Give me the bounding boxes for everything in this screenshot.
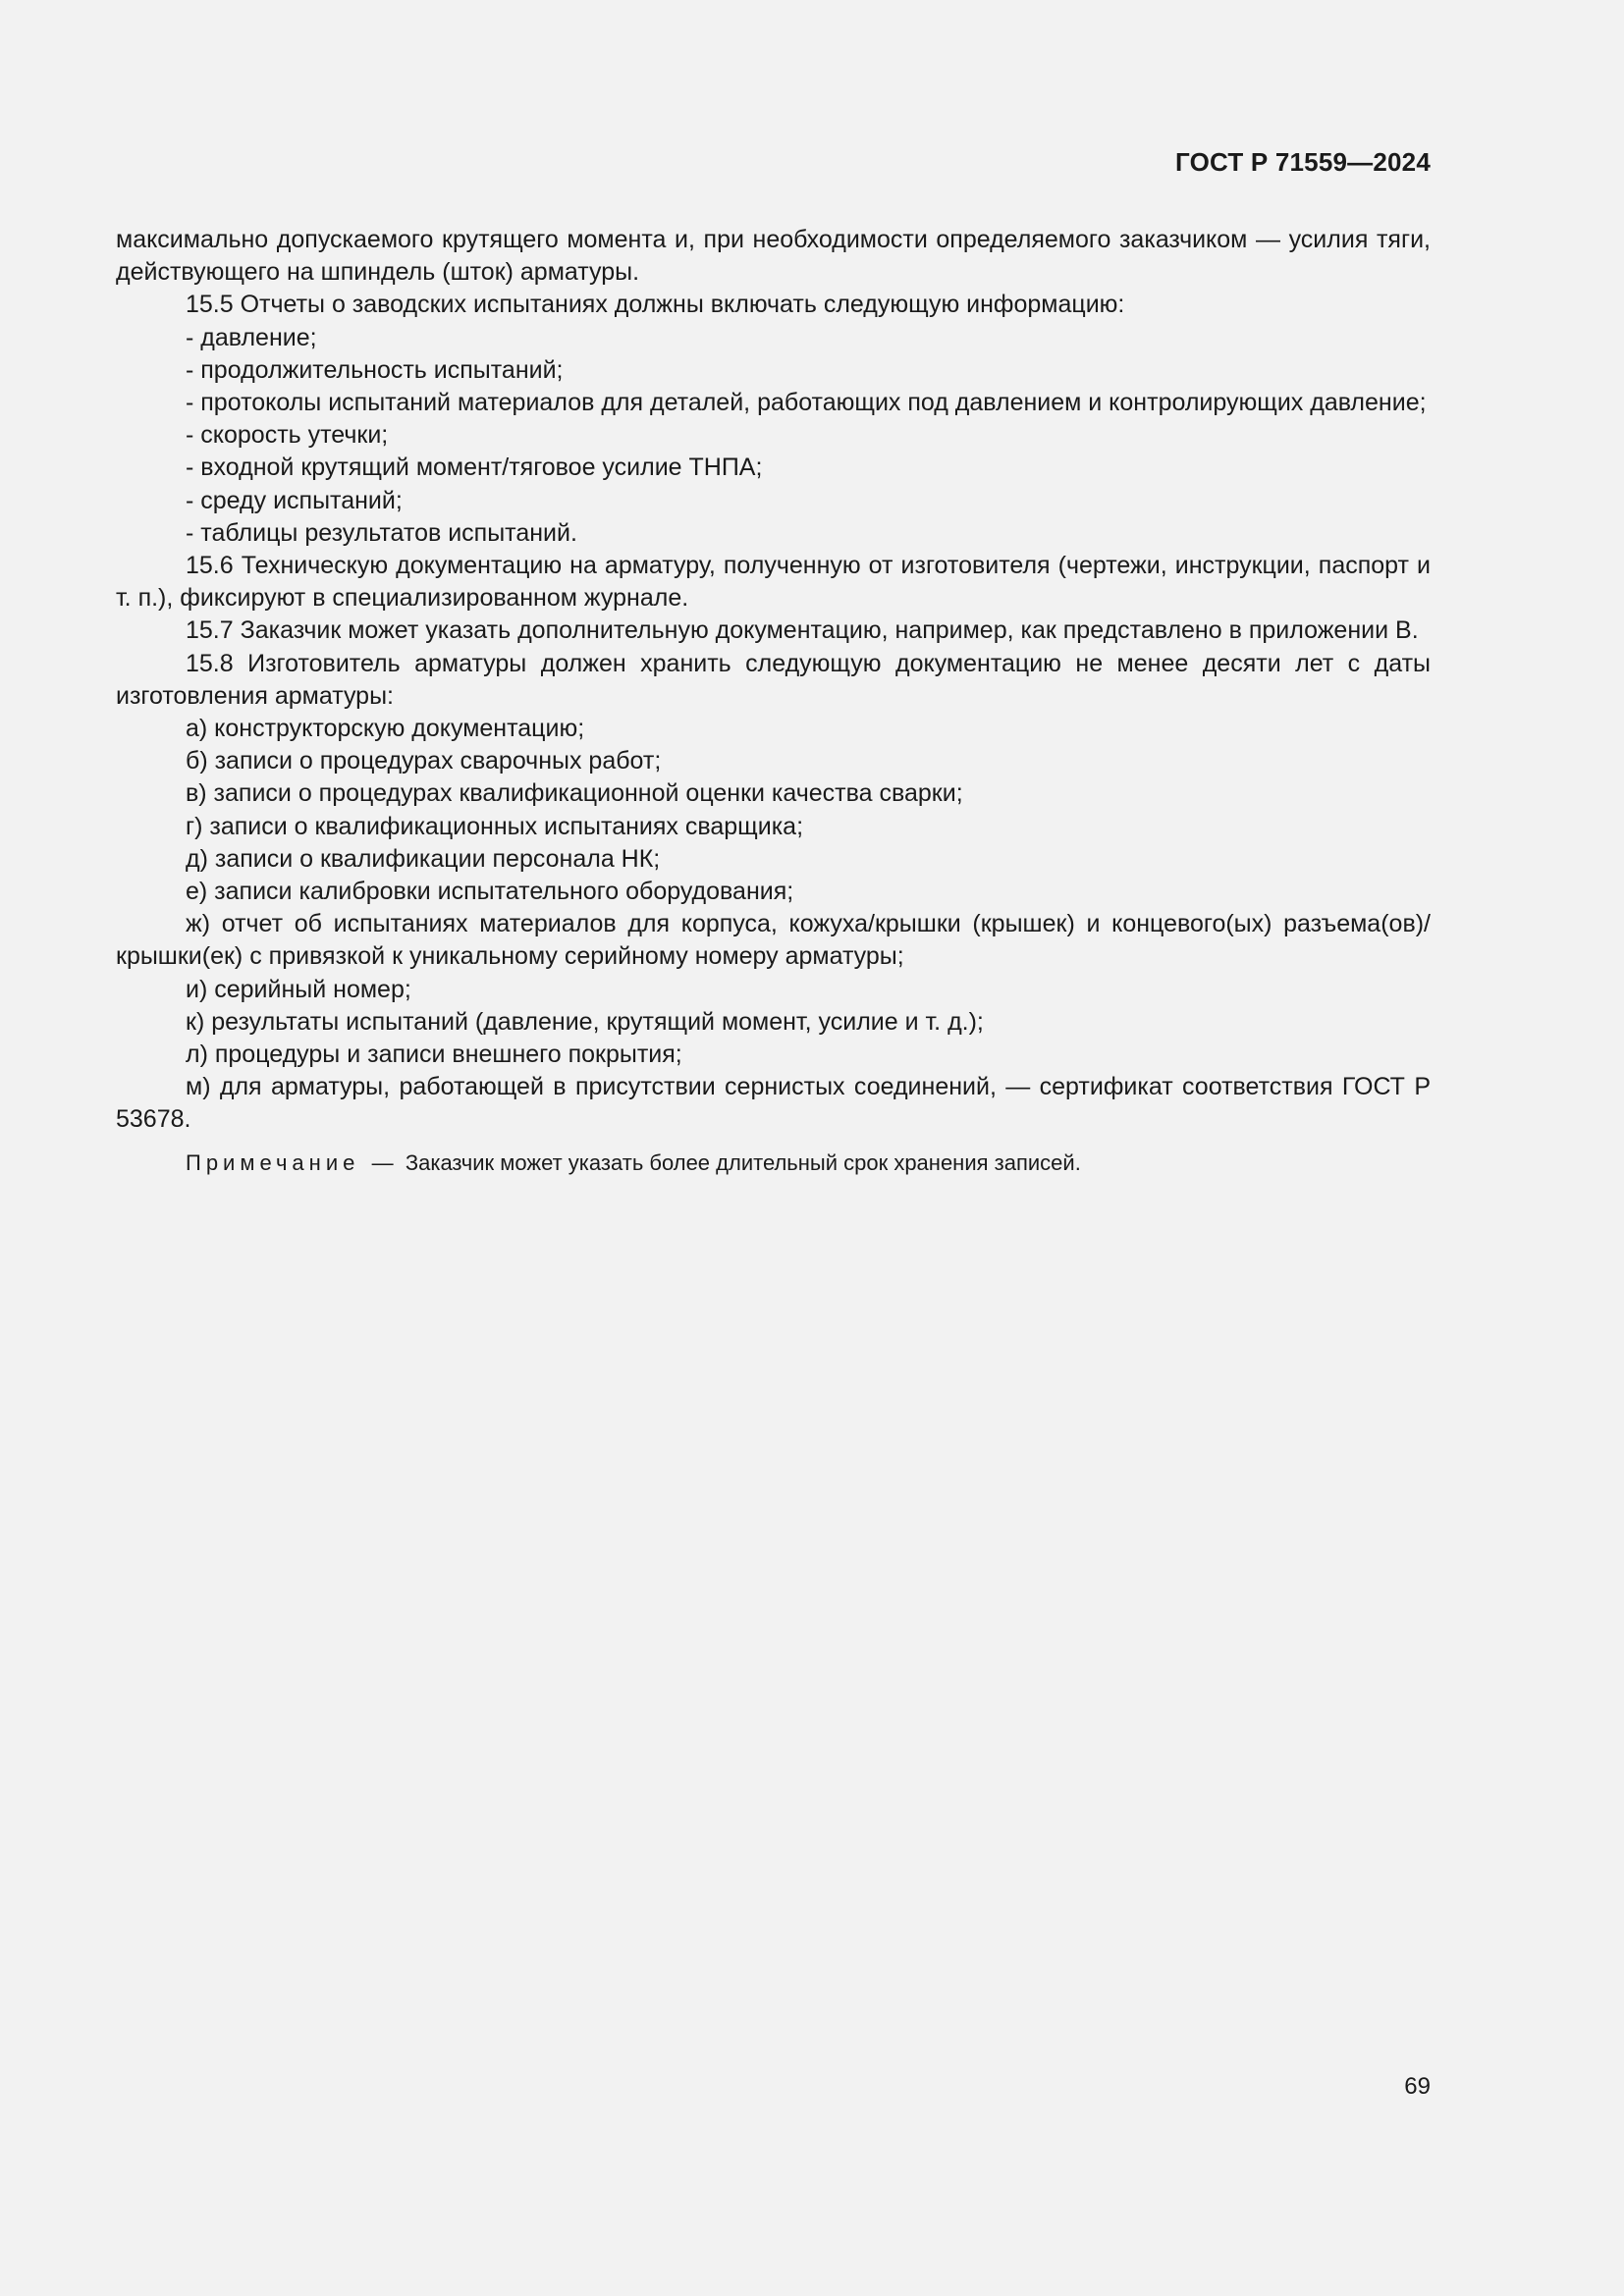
list-item: к) результаты испытаний (давление, крутящий момент, усилие и т. д.); bbox=[186, 1007, 984, 1036]
list-item: и) серийный номер; bbox=[186, 975, 411, 1003]
list-item: - входной крутящий момент/тяговое усилие ТНПА; bbox=[186, 454, 763, 482]
paragraph-15-6: 15.6 Техническую документацию на арматуру, полученную от изготовителя (чертежи, инструкции, паспорт и т. п.), фиксируют в специализированном журнале. bbox=[116, 552, 1431, 613]
list-item: - протоколы испытаний материалов для деталей, работающих под давлением и контролирующих давление; bbox=[186, 389, 1427, 417]
list-item: - давление; bbox=[186, 323, 317, 351]
list-item: - продолжительность испытаний; bbox=[186, 355, 564, 384]
list-item: е) записи калибровки испытательного оборудования; bbox=[186, 878, 794, 906]
list-item: - среду испытаний; bbox=[186, 486, 403, 514]
list-item: в) записи о процедурах квалификационной оценки качества сварки; bbox=[186, 779, 963, 808]
paragraph-15-5: 15.5 Отчеты о заводских испытаниях должны включать следующую информацию: bbox=[186, 291, 1125, 319]
document-code-header: ГОСТ Р 71559—2024 bbox=[1175, 147, 1431, 177]
note-dash: — bbox=[371, 1149, 394, 1175]
note-label: Примечание bbox=[186, 1149, 360, 1175]
document-body bbox=[116, 224, 1431, 1178]
paragraph-15-7: 15.7 Заказчик может указать дополнительную документацию, например, как представлено в приложении В. bbox=[186, 616, 1419, 645]
paragraph-15-8: 15.8 Изготовитель арматуры должен хранить следующую документацию не менее десяти лет с даты изготовления арматуры: bbox=[116, 649, 1431, 710]
list-item: б) записи о процедурах сварочных работ; bbox=[186, 747, 662, 775]
page-number: 69 bbox=[1404, 2073, 1431, 2100]
list-item: - скорость утечки; bbox=[186, 421, 389, 450]
paragraph: максимально допускаемого крутящего момента и, при необходимости определяемого заказчиком — усилия тяги, действующего на шпиндель (шток) арматуры. bbox=[116, 226, 1431, 287]
list-item: д) записи о квалификации персонала НК; bbox=[186, 844, 661, 873]
note bbox=[116, 1148, 1431, 1178]
list-item: г) записи о квалификационных испытаниях сварщика; bbox=[186, 812, 804, 840]
list-item: ж) отчет об испытаниях материалов для корпуса, кожуха/крышки (крышек) и концевого(ых) разъема(ов)/крышки(ек) с привязкой к уникальному серийному номеру арматуры; bbox=[116, 910, 1431, 971]
list-item: а) конструкторскую документацию; bbox=[186, 715, 585, 743]
list-item: л) процедуры и записи внешнего покрытия; bbox=[186, 1041, 682, 1069]
list-item: м) для арматуры, работающей в присутствии сернистых соединений, — сертификат соответствия ГОСТ Р 53678. bbox=[116, 1073, 1431, 1134]
list-item: - таблицы результатов испытаний. bbox=[186, 518, 577, 547]
note-text: Заказчик может указать более длительный срок хранения записей. bbox=[405, 1149, 1081, 1175]
